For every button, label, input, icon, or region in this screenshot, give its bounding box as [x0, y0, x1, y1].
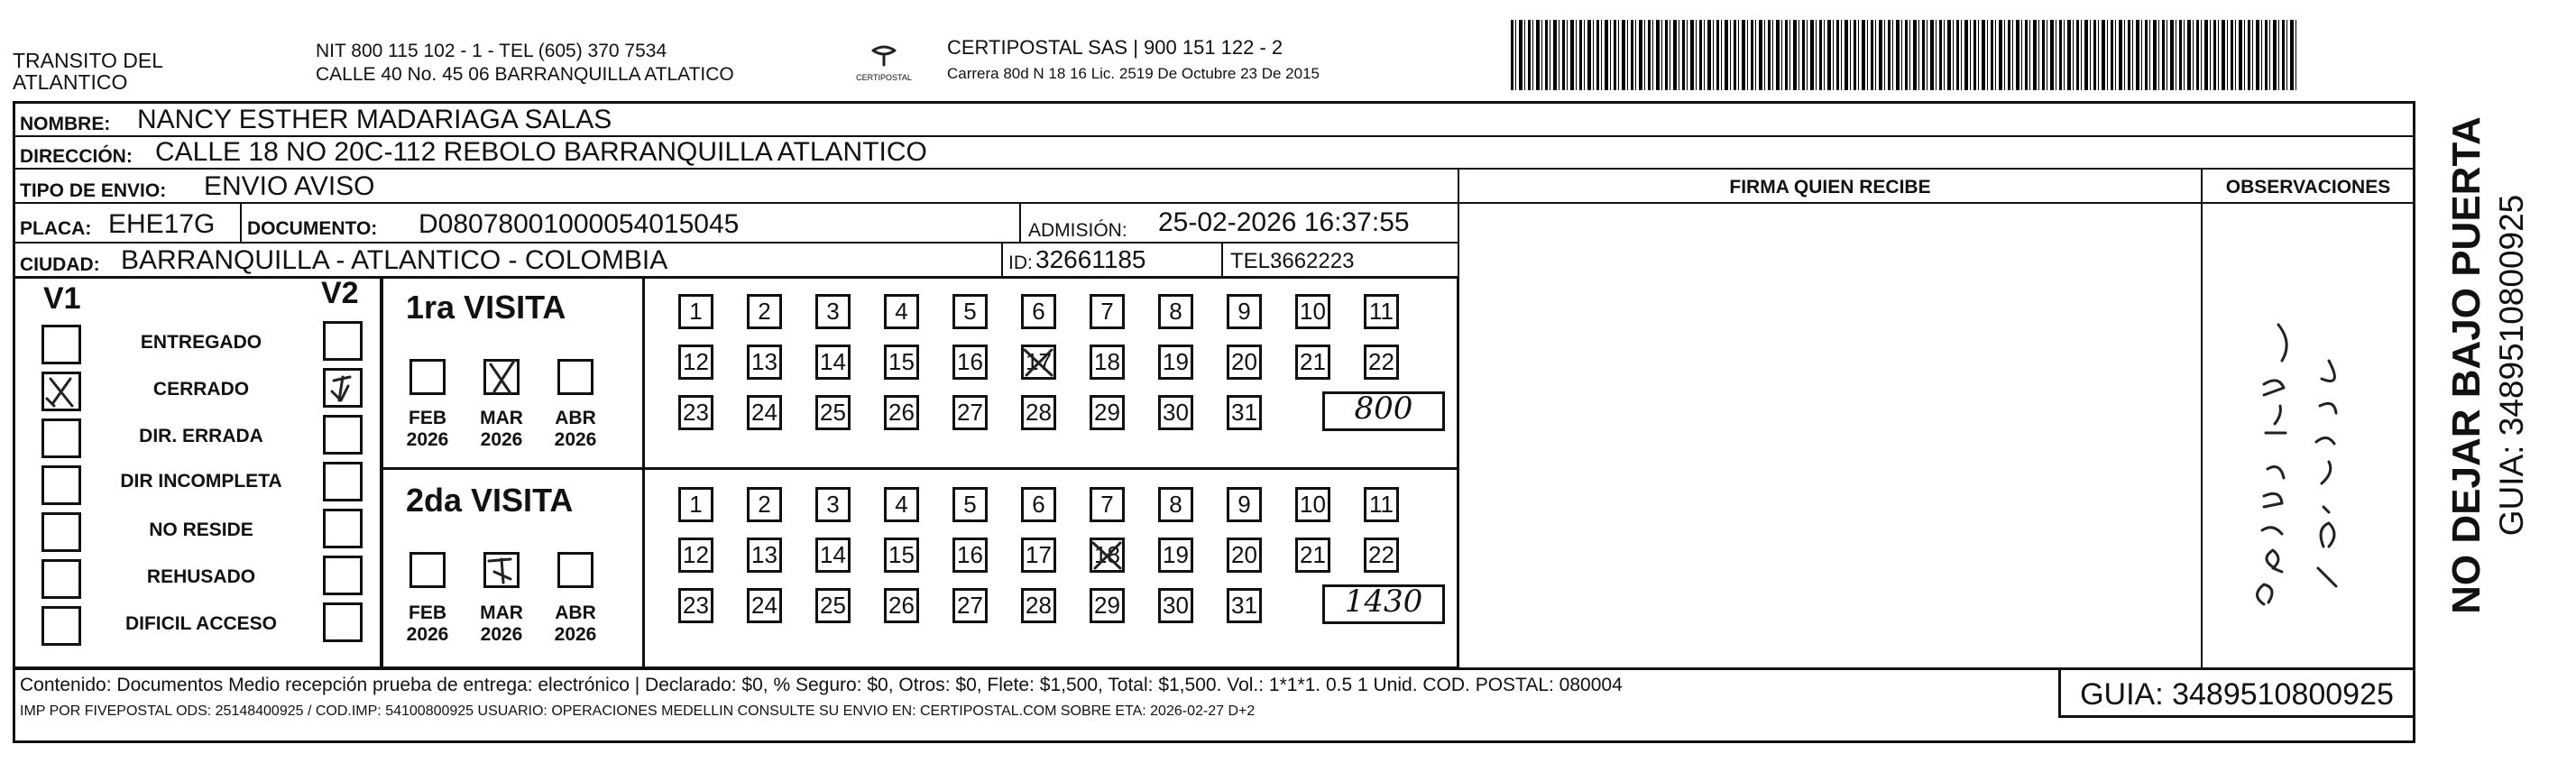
- day-box[interactable]: 22: [1364, 345, 1399, 380]
- day-box[interactable]: 23: [678, 588, 713, 623]
- visit2-mar-label: MAR 2026: [480, 602, 523, 645]
- day-box[interactable]: 19: [1158, 345, 1193, 380]
- day-box[interactable]: 22: [1364, 538, 1399, 573]
- id-label: ID:: [1008, 253, 1033, 273]
- v2-dir-errada-checkbox[interactable]: [323, 415, 363, 455]
- footer-contenido: Contenido: Documentos Medio recepción prueba de entrega: electrónico | Declarado: $0, % Seguro: $0, Otros: $0, Flete: $1,500, Total: $1,500. Vol.: 1*1*1. 0.5 1 Unid. COD. POSTAL: 080004: [20, 675, 1623, 695]
- visit1-mar-checkbox[interactable]: [483, 359, 520, 395]
- v1-label: V1: [43, 281, 81, 316]
- visit-divider: [381, 467, 1459, 470]
- day-box[interactable]: 24: [747, 588, 782, 623]
- day-box[interactable]: 14: [815, 538, 851, 573]
- checkmark-icon: [483, 552, 520, 588]
- admision-label: ADMISIÓN:: [1028, 220, 1127, 241]
- visit2-abr-checkbox[interactable]: [557, 552, 593, 588]
- firma-header: [1458, 168, 2203, 204]
- v2-entregado-checkbox[interactable]: [323, 321, 363, 361]
- day-box[interactable]: 7: [1090, 487, 1125, 522]
- day-box[interactable]: 18: [1090, 538, 1125, 573]
- day-box[interactable]: 15: [884, 345, 919, 380]
- side-warning: NO DEJAR BAJO PUERTA: [2444, 116, 2489, 614]
- v2-dir-incompleta-checkbox[interactable]: [323, 462, 363, 501]
- certipostal-logo-text: CERTIPOSTAL: [856, 73, 912, 82]
- day-box[interactable]: 28: [1021, 588, 1056, 623]
- v1-entregado-checkbox[interactable]: [41, 325, 81, 364]
- tel-label: TEL:: [1230, 249, 1276, 273]
- day-box[interactable]: 31: [1227, 588, 1262, 623]
- admision-cell: [1019, 202, 1459, 244]
- handwriting-strokes: [2228, 298, 2390, 640]
- courier-license: Carrera 80d N 18 16 Lic. 2519 De Octubre 23 De 2015: [947, 65, 1320, 82]
- day-box[interactable]: 10: [1295, 487, 1330, 522]
- day-box[interactable]: 29: [1090, 395, 1125, 430]
- visit1-feb-checkbox[interactable]: [409, 359, 446, 395]
- ciudad-label: CIUDAD:: [20, 254, 100, 275]
- visit1-title: 1ra VISITA: [406, 289, 566, 326]
- tipo-label: TIPO DE ENVIO:: [20, 180, 167, 201]
- day-box[interactable]: 8: [1158, 294, 1193, 329]
- admision-value: 25-02-2026 16:37:55: [1158, 207, 1410, 237]
- day-box[interactable]: 17: [1021, 538, 1056, 573]
- day-box[interactable]: 1: [678, 487, 713, 522]
- day-box[interactable]: 13: [747, 538, 782, 573]
- day-box[interactable]: 5: [952, 294, 988, 329]
- visit2-feb-label: FEB 2026: [406, 602, 449, 645]
- day-box[interactable]: 20: [1227, 538, 1262, 573]
- day-box[interactable]: 23: [678, 395, 713, 430]
- day-box[interactable]: 27: [952, 588, 988, 623]
- certipostal-logo-icon: [866, 45, 902, 69]
- v1-dir-errada-checkbox[interactable]: [41, 418, 81, 458]
- firma-label: FIRMA QUIEN RECIBE: [1729, 177, 1931, 198]
- direccion-row: [13, 135, 2415, 170]
- placa-value: EHE17G: [108, 209, 216, 239]
- checkmark-icon: [323, 368, 363, 408]
- month-column-divider: [642, 276, 645, 669]
- footer-imp-line: IMP POR FIVEPOSTAL ODS: 25148400925 / COD.IMP: 54100800925 USUARIO: OPERACIONES MEDELLIN CONSULTE SU ENVIO EN: CERTIPOSTAL.COM SOBRE ETA: 2026-02-27 D+2: [20, 703, 1256, 719]
- sender-nit: NIT 800 115 102 - 1 - TEL (605) 370 7534: [316, 41, 667, 61]
- day-box[interactable]: 30: [1158, 395, 1193, 430]
- handwritten-time[interactable]: 1430: [1322, 584, 1445, 624]
- side-guia: GUIA: 3489510800925: [2493, 194, 2530, 537]
- v2-rehusado-checkbox[interactable]: [323, 556, 363, 595]
- option-dificil-acceso: DIFICIL ACCESO: [124, 613, 277, 634]
- day-box[interactable]: 7: [1090, 294, 1125, 329]
- tel-value: 3662223: [1270, 249, 1355, 273]
- placa-cell: [13, 202, 242, 244]
- visit1-abr-label: ABR 2026: [554, 408, 597, 450]
- day-box[interactable]: 30: [1158, 588, 1193, 623]
- day-box[interactable]: 2: [747, 487, 782, 522]
- firma-area[interactable]: [1458, 202, 2203, 669]
- courier-name: CERTIPOSTAL SAS | 900 151 122 - 2: [947, 36, 1283, 59]
- day-box[interactable]: 21: [1295, 345, 1330, 380]
- id-cell: [1001, 242, 1223, 278]
- day-box[interactable]: 4: [884, 487, 919, 522]
- ciudad-value: BARRANQUILLA - ATLANTICO - COLOMBIA: [121, 245, 668, 275]
- day-box[interactable]: 15: [884, 538, 919, 573]
- nombre-row: [13, 101, 2415, 137]
- day-box[interactable]: 12: [678, 345, 713, 380]
- day-box[interactable]: 25: [815, 395, 851, 430]
- day-box[interactable]: 25: [815, 588, 851, 623]
- day-box[interactable]: 21: [1295, 538, 1330, 573]
- option-dir-errada: DIR. ERRADA: [139, 426, 263, 446]
- day-box[interactable]: 31: [1227, 395, 1262, 430]
- footer-guia-cell: [2058, 667, 2415, 718]
- visit2-feb-checkbox[interactable]: [409, 552, 446, 588]
- day-box[interactable]: 6: [1021, 294, 1056, 329]
- v1-rehusado-checkbox[interactable]: [41, 559, 81, 599]
- day-box[interactable]: 16: [952, 538, 988, 573]
- visits-block: [381, 276, 1459, 669]
- visit1-abr-checkbox[interactable]: [557, 359, 593, 395]
- day-box[interactable]: 18: [1090, 345, 1125, 380]
- checkmark-icon: [483, 359, 520, 395]
- barcode: [1511, 20, 2297, 90]
- day-box[interactable]: 5: [952, 487, 988, 522]
- placa-label: PLACA:: [20, 218, 92, 239]
- day-box[interactable]: 26: [884, 588, 919, 623]
- side-text: [2426, 117, 2544, 631]
- day-box[interactable]: 16: [952, 345, 988, 380]
- day-box[interactable]: 12: [678, 538, 713, 573]
- certipostal-logo: [848, 45, 920, 88]
- day-box[interactable]: 3: [815, 294, 851, 329]
- day-box[interactable]: 14: [815, 345, 851, 380]
- day-box[interactable]: 26: [884, 395, 919, 430]
- v1-dificil-acceso-checkbox[interactable]: [41, 606, 81, 646]
- v2-no-reside-checkbox[interactable]: [323, 509, 363, 548]
- sender-address: CALLE 40 No. 45 06 BARRANQUILLA ATLATICO: [316, 64, 734, 85]
- tipo-value: ENVIO AVISO: [204, 171, 375, 201]
- day-box[interactable]: 9: [1227, 487, 1262, 522]
- nombre-value: NANCY ESTHER MADARIAGA SALAS: [137, 105, 612, 134]
- option-rehusado: REHUSADO: [146, 566, 256, 587]
- day-box[interactable]: 1: [678, 294, 713, 329]
- v1-dir-incompleta-checkbox[interactable]: [41, 465, 81, 505]
- day-box[interactable]: 11: [1364, 487, 1399, 522]
- strike-icon: [1021, 345, 1057, 381]
- strike-icon: [1090, 538, 1126, 574]
- day-box[interactable]: 2: [747, 294, 782, 329]
- option-entregado: ENTREGADO: [140, 332, 262, 353]
- visit2-mar-checkbox[interactable]: [483, 552, 520, 588]
- visit1-feb-label: FEB 2026: [406, 408, 449, 450]
- sender-name: TRANSITO DEL ATLANTICO: [13, 49, 163, 94]
- v2-cerrado-checkbox[interactable]: [323, 368, 363, 408]
- day-box[interactable]: 8: [1158, 487, 1193, 522]
- nombre-label: NOMBRE:: [20, 114, 111, 134]
- observaciones-label: OBSERVACIONES: [2225, 177, 2391, 198]
- v2-label: V2: [321, 276, 359, 310]
- option-cerrado: CERRADO: [152, 379, 250, 400]
- day-box[interactable]: 20: [1227, 345, 1262, 380]
- footer-guia: GUIA: 3489510800925: [2080, 677, 2394, 712]
- tipo-row: [13, 168, 1459, 204]
- v1-cerrado-checkbox[interactable]: [41, 372, 81, 411]
- observaciones-header: [2201, 168, 2415, 204]
- id-value: 32661185: [1035, 245, 1146, 273]
- day-box[interactable]: 27: [952, 395, 988, 430]
- day-box[interactable]: 4: [884, 294, 919, 329]
- direccion-label: DIRECCIÓN:: [20, 146, 133, 167]
- day-box[interactable]: 19: [1158, 538, 1193, 573]
- day-box[interactable]: 11: [1364, 294, 1399, 329]
- tel-cell: [1221, 242, 1459, 278]
- option-no-reside: NO RESIDE: [149, 519, 253, 540]
- day-box[interactable]: 28: [1021, 395, 1056, 430]
- option-dir-incompleta: DIR INCOMPLETA: [120, 471, 282, 492]
- observation-handwriting: [2228, 298, 2390, 640]
- day-box[interactable]: 6: [1021, 487, 1056, 522]
- day-box[interactable]: 13: [747, 345, 782, 380]
- day-box[interactable]: 3: [815, 487, 851, 522]
- day-box[interactable]: 9: [1227, 294, 1262, 329]
- v1-no-reside-checkbox[interactable]: [41, 512, 81, 552]
- handwritten-time[interactable]: 800: [1322, 391, 1445, 431]
- day-box[interactable]: 17: [1021, 345, 1056, 380]
- ciudad-cell: [13, 242, 1003, 278]
- visit1-mar-label: MAR 2026: [480, 408, 523, 450]
- documento-cell: [240, 202, 1021, 244]
- checkmark-icon: [41, 372, 81, 411]
- day-box[interactable]: 10: [1295, 294, 1330, 329]
- v2-dificil-acceso-checkbox[interactable]: [323, 602, 363, 642]
- day-box[interactable]: 29: [1090, 588, 1125, 623]
- visit2-title: 2da VISITA: [406, 482, 574, 519]
- visit2-abr-label: ABR 2026: [554, 602, 597, 645]
- documento-value: D08078001000054015045: [419, 209, 740, 239]
- direccion-value: CALLE 18 NO 20C-112 REBOLO BARRANQUILLA ATLANTICO: [155, 137, 927, 167]
- documento-label: DOCUMENTO:: [247, 218, 378, 239]
- day-box[interactable]: 24: [747, 395, 782, 430]
